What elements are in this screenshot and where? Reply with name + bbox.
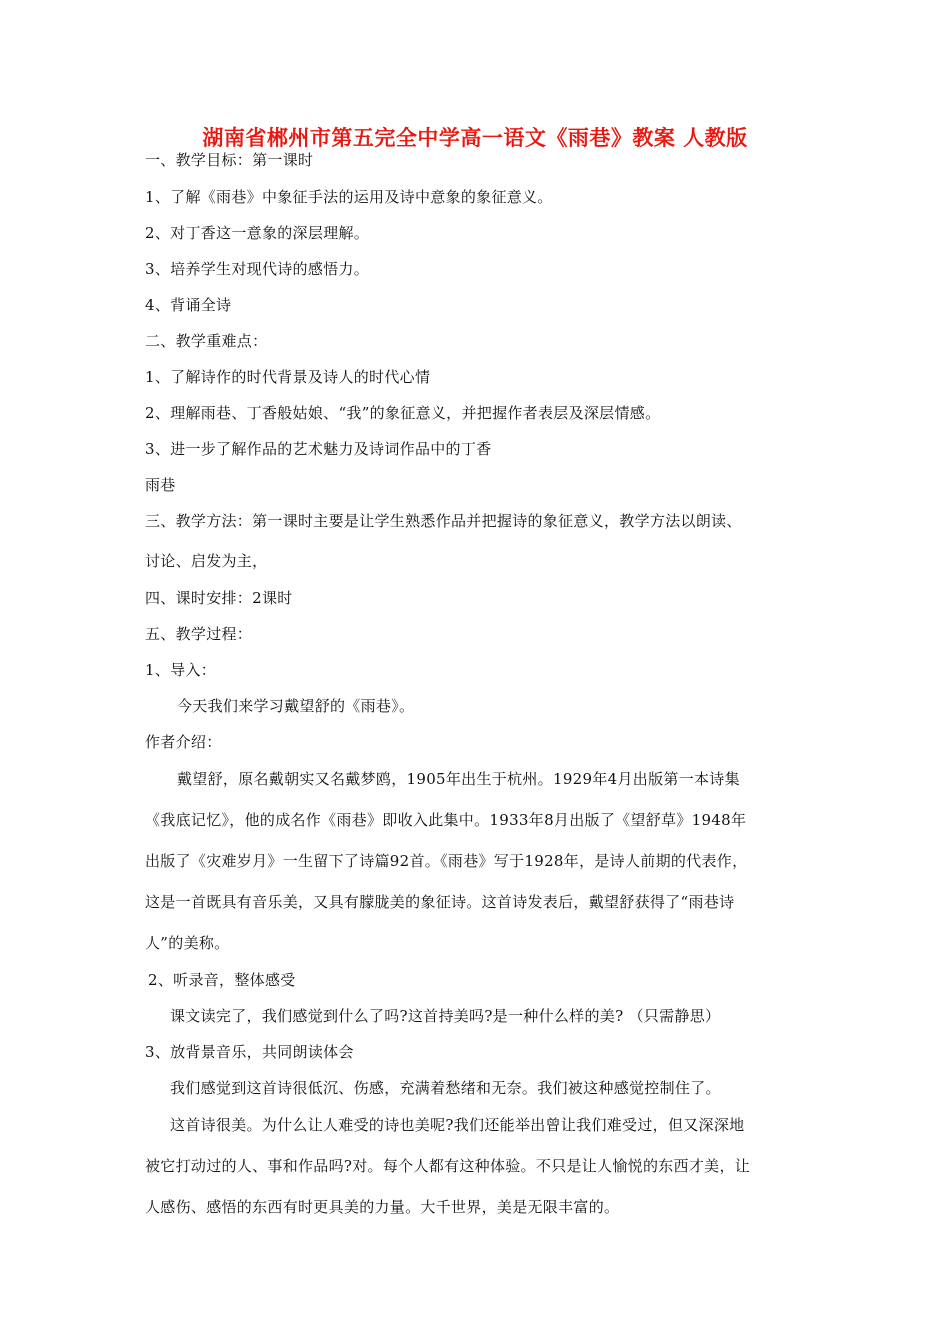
text-line: 出版了《灾难岁月》一生留下了诗篇92首。《雨巷》写于1928年，是诗人前期的代表作， [145,852,748,870]
text-line: 1、了解《雨巷》中象征手法的运用及诗中意象的象征意义。 [145,188,553,206]
text-line: 3、进一步了解作品的艺术魅力及诗词作品中的丁香 [145,440,492,458]
text-line: 2、理解雨巷、丁香般姑娘、“我”的象征意义，并把握作者表层及深层情感。 [145,404,661,422]
text-line: 讨论、启发为主， [145,552,268,570]
text-line: 四、课时安排：2课时 [145,589,293,607]
text-line: 1、导入： [145,661,217,679]
text-line: 2、听录音，整体感受 [148,971,296,989]
text-line: 人”的美称。 [145,934,230,952]
text-line: 五、教学过程： [145,625,253,643]
text-line: 今天我们来学习戴望舒的《雨巷》。 [177,697,415,715]
text-line: 一、教学目标：第一课时 [145,151,314,169]
text-line: 二、教学重难点： [145,332,268,350]
text-line: 4、背诵全诗 [145,296,232,314]
text-line: 三、教学方法：第一课时主要是让学生熟悉作品并把握诗的象征意义，教学方法以朗读、 [145,512,742,530]
text-line: 这是一首既具有音乐美，又具有朦胧美的象征诗。这首诗发表后，戴望舒获得了“雨巷诗 [145,893,735,911]
text-line: 1、了解诗作的时代背景及诗人的时代心情 [145,368,431,386]
text-line: 被它打动过的人、事和作品吗?对。每个人都有这种体验。不只是让人愉悦的东西才美，让 [145,1157,751,1175]
text-line: 作者介绍： [145,733,222,751]
text-line: 2、对丁香这一意象的深层理解。 [145,224,370,242]
text-line: 《我底记忆》，他的成名作《雨巷》即收入此集中。1933年8月出版了《望舒草》1948年 [145,811,747,829]
text-line: 人感伤、感悟的东西有时更具美的力量。大千世界，美是无限丰富的。 [145,1198,620,1216]
text-line: 我们感觉到这首诗很低沉、伤感，充满着愁绪和无奈。我们被这种感觉控制住了。 [170,1079,721,1097]
text-line: 雨巷 [145,476,176,494]
text-line: 3、培养学生对现代诗的感悟力。 [145,260,370,278]
document-title: 湖南省郴州市第五完全中学高一语文《雨巷》教案 人教版 [202,126,748,150]
text-line: 戴望舒，原名戴朝实又名戴梦鸥，1905年出生于杭州。1929年4月出版第一本诗集 [177,770,740,788]
text-line: 课文读完了，我们感觉到什么了吗?这首持美吗?是一种什么样的美? （只需静思） [170,1007,721,1025]
text-line: 这首诗很美。为什么让人难受的诗也美呢?我们还能举出曾让我们难受过，但又深深地 [170,1116,745,1134]
text-line: 3、放背景音乐，共同朗读体会 [145,1043,354,1061]
